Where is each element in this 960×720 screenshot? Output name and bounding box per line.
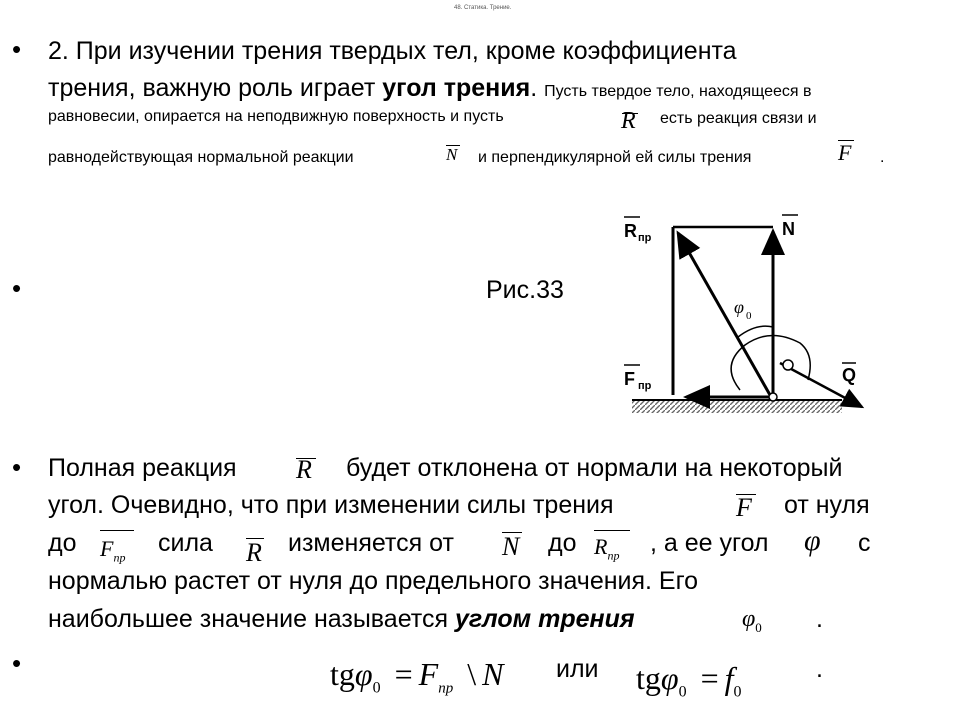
para2-l5 [48,604,635,634]
formula-1-eq: = [394,656,413,692]
symbol-R: R [621,108,636,134]
para2-l3c: изменяется от [288,529,454,557]
symbol-phi0 [742,606,762,636]
symbol-R-2: R [296,455,312,484]
term-friction-angle: угол трения [382,74,531,102]
bullet-2: • [12,273,22,303]
header-caption: 48. Статика. Трение. [454,5,512,11]
symbol-Fnp-sub: пр [113,550,126,565]
para1-line2-small: Пусть твердое тело, находящееся в [544,83,812,100]
para2-l3b: сила [158,529,213,557]
para2-l1a: Полная реакция [48,454,237,482]
formula-2 [636,660,742,701]
symbol-phi: φ [804,524,821,557]
formula-2-f-sub: 0 [733,683,742,701]
fig-label-Q: Q [842,365,857,385]
symbol-Rnp [594,534,619,563]
para1-line2-text: трения, важную роль играет [48,74,383,102]
para2-l3f: с [858,529,871,557]
formula-end: . [816,655,823,683]
symbol-Fnp-F: F [100,536,114,561]
symbol-Rnp-R: R [594,534,608,559]
para2-l5-text: наибольшее значение называется [48,605,455,633]
para1-line4a: равнодействующая нормальной реакции [48,149,354,166]
symbol-N-2: N [502,532,520,561]
fig-label-N: N [782,219,795,239]
para1-line1: 2. При изучении трения твердых тел, кроме коэффициента [48,37,737,65]
symbol-phi0-phi: φ [742,606,756,632]
contact-point [769,393,777,401]
para1-line4b: и перпендикулярной ей силы трения [478,149,752,166]
symbol-R-3: R [246,538,262,567]
para1-line2-dot: . [530,74,545,102]
bullet-1: • [12,34,22,64]
fig-label-F: F [624,369,635,389]
symbol-Fnp [100,536,125,565]
para1-line4c: . [880,149,885,166]
para1-line3b: есть реакция связи и [660,110,817,127]
symbol-F-2: F [736,493,752,522]
figure-caption: Рис.33 [486,276,564,304]
formula-2-eq: = [700,660,719,696]
para2-l2b: от нуля [784,491,870,519]
fig-label-phi: φ [734,297,744,317]
fig-label-F-sub: пр [638,380,652,392]
symbol-N: N [446,145,458,164]
formula-2-f: f [724,660,734,696]
symbol-Rnp-sub: пр [607,548,620,563]
formula-2-phi: φ [660,660,679,696]
bullet-3: • [12,452,22,482]
para2-l1b: будет отклонена от нормали на некоторый [346,454,843,482]
formula-2-phi-sub: 0 [678,683,687,701]
formula-1-F: F [418,656,439,692]
formula-1-sep: \ [467,656,477,692]
para2-l3e: , а ее угол [650,529,769,557]
formula-1-F-sub: пр [438,680,454,697]
formula-1-tg: tg [330,656,355,692]
para2-l3d: до [548,529,577,557]
term-friction-angle-2: углом трения [454,605,635,633]
fig-label-R: R [624,221,637,241]
bullet-4: • [12,648,22,678]
formula-2-tg: tg [636,660,661,696]
vector-R [678,233,770,395]
formula-1-phi-sub: 0 [372,679,381,697]
fig-label-phi-sub: 0 [746,310,752,322]
fig-label-R-sub: пр [638,232,652,244]
formula-1-N: N [482,656,504,692]
formula-1-phi: φ [354,656,373,692]
friction-figure [610,205,890,435]
para2-l4: нормалью растет от нуля до предельного значения. Его [48,567,699,595]
para1-line3a: равновесии, опирается на неподвижную поверхность и пусть [48,108,504,125]
formula-or: или [556,655,599,683]
cone-arc [731,335,810,390]
para2-l5b: . [816,605,823,633]
formula-1 [330,656,503,697]
symbol-phi0-sub: 0 [755,619,762,635]
para2-l2a: угол. Очевидно, что при изменении силы трения [48,491,614,519]
para1-line2 [48,73,812,107]
para2-l3a: до [48,529,77,557]
symbol-F: F [838,140,852,165]
